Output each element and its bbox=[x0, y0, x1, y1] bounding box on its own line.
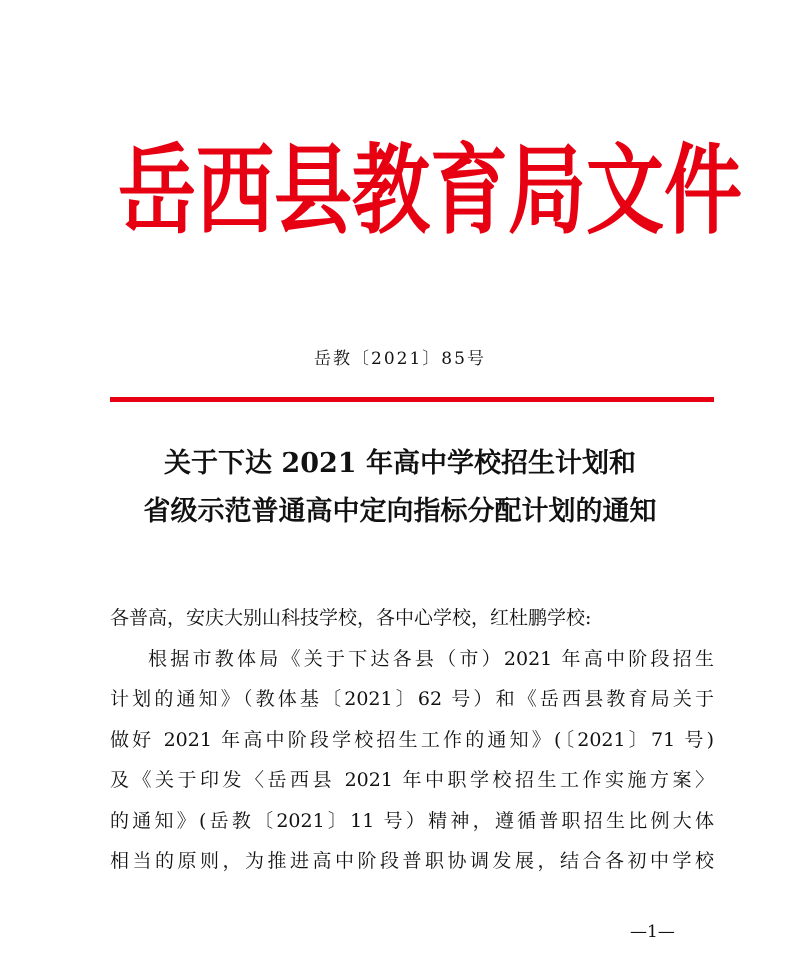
body-line: 及《关于印发〈岳西县 2021 年中职学校招生工作实施方案〉 bbox=[110, 769, 714, 791]
body-line: 的通知》(岳教〔2021〕11 号）精神，遵循普职招生比例大体 bbox=[110, 809, 714, 832]
body-line: 计划的通知》（教体基〔2021〕62 号）和《岳西县教育局关于 bbox=[110, 688, 714, 710]
page-number: —1— bbox=[630, 922, 675, 942]
body-line: 相当的原则，为推进高中阶段普职协调发展，结合各初中学校 bbox=[110, 850, 714, 872]
notice-title-line-2: 省级示范普通高中定向指标分配计划的通知 bbox=[143, 496, 657, 527]
document-number: 岳教〔2021〕85号 bbox=[314, 349, 486, 369]
red-separator-line bbox=[110, 397, 714, 402]
masthead-title: 岳西县教育局文件 bbox=[118, 135, 743, 249]
notice-title bbox=[0, 440, 800, 536]
salutation-line: 各普高，安庆大别山科技学校，各中心学校，红杜鹏学校: bbox=[110, 607, 592, 629]
body-line: 根据市教体局《关于下达各县（市）2021 年高中阶段招生 bbox=[148, 647, 714, 670]
notice-body bbox=[110, 598, 714, 882]
body-line: 做好 2021 年高中阶段学校招生工作的通知》(〔2021〕71 号) bbox=[110, 728, 714, 751]
notice-title-line-1: 关于下达 2021 年高中学校招生计划和 bbox=[164, 448, 636, 479]
